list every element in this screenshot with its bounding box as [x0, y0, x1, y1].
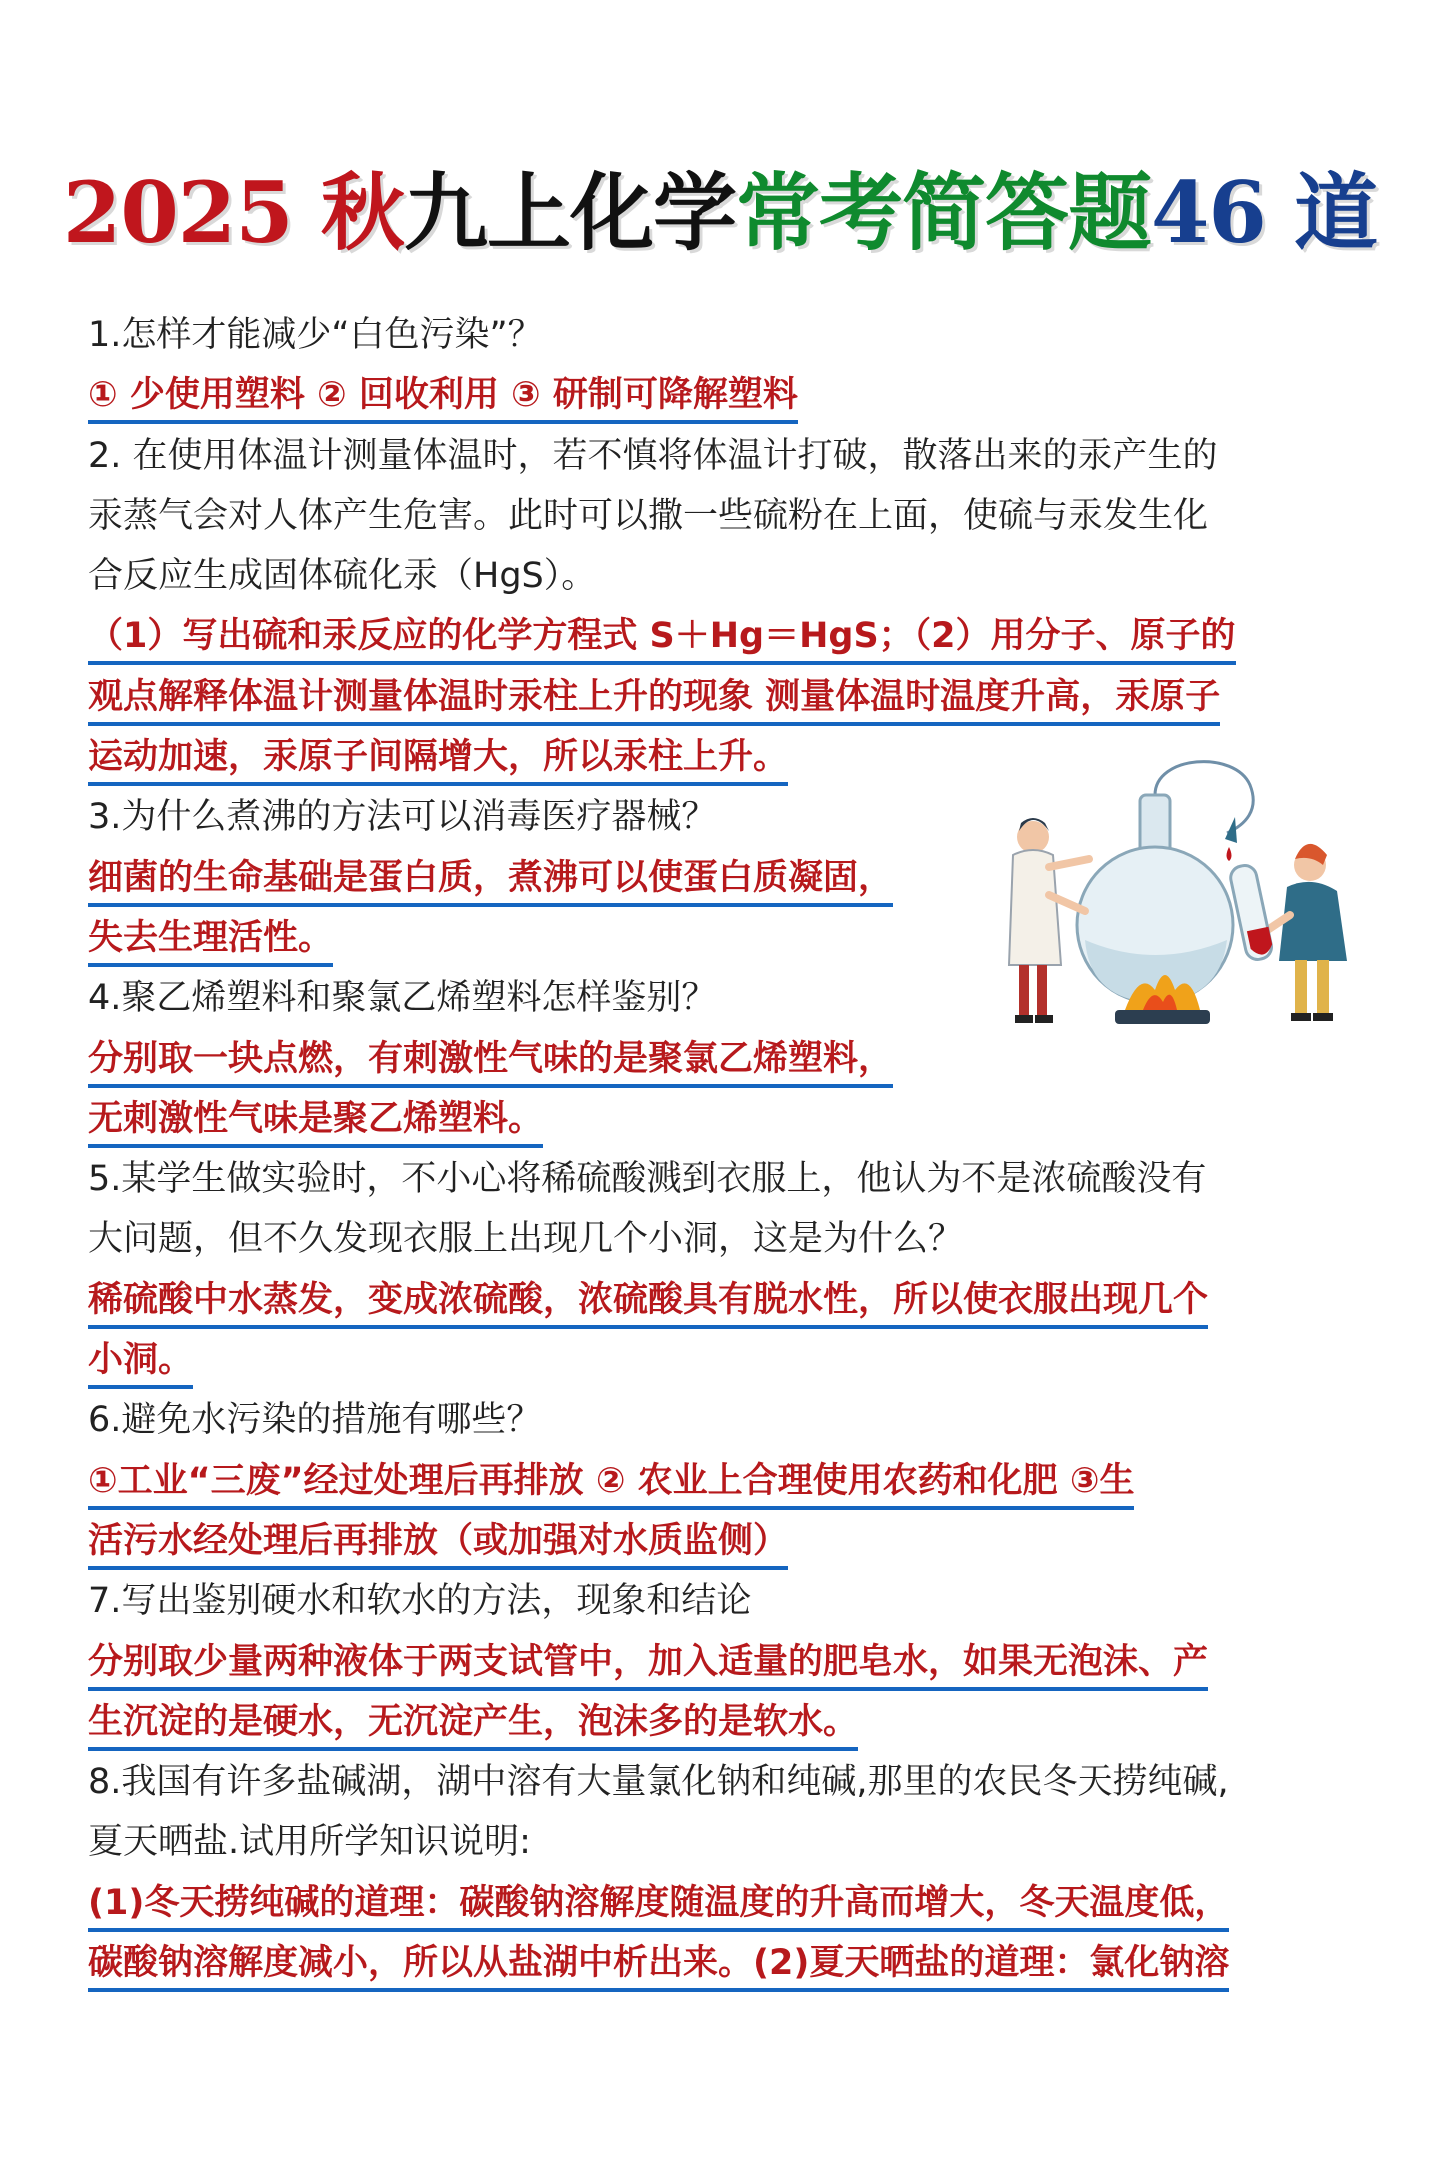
answer-line: 失去生理活性。 — [88, 908, 1358, 968]
question-line: 8.我国有许多盐碱湖，湖中溶有大量氯化钠和纯碱,那里的农民冬天捞纯碱, — [88, 1762, 1229, 1803]
question-line: 4.聚乙烯塑料和聚氯乙烯塑料怎样鉴别？ — [88, 978, 717, 1019]
question-line: 汞蒸气会对人体产生危害。此时可以撒一些硫粉在上面，使硫与汞发生化 — [88, 495, 1209, 536]
question-line: 大问题，但不久发现衣服上出现几个小洞，这是为什么？ — [88, 1219, 964, 1260]
question-line: 7.写出鉴别硬水和软水的方法，现象和结论 — [88, 1581, 752, 1622]
title-year: 2025 秋 — [62, 163, 404, 262]
question-line: 5.某学生做实验时，不小心将稀硫酸溅到衣服上，他认为不是浓硫酸没有 — [88, 1159, 1207, 1200]
question-line: 2. 在使用体温计测量体温时，若不慎将体温计打破，散落出来的汞产生的 — [88, 435, 1218, 476]
answer-line: 分别取一块点燃，有刺激性气味的是聚氯乙烯塑料， — [88, 1029, 1358, 1089]
title-topic: 常考简答题 — [735, 163, 1151, 262]
answer-line: 无刺激性气味是聚乙烯塑料。 — [88, 1089, 1358, 1149]
drop-icon — [1227, 847, 1232, 861]
page-title — [0, 158, 1440, 268]
title-subject: 九上化学 — [403, 163, 736, 262]
question-line: 合反应生成固体硫化汞（HgS）。 — [88, 556, 597, 597]
chemistry-lab-illustration — [1005, 755, 1370, 1045]
answer-line: 稀硫酸中水蒸发，变成浓硫酸，浓硫酸具有脱水性，所以使衣服出现几个 — [88, 1270, 1358, 1330]
question-line: 6.避免水污染的措施有哪些？ — [88, 1400, 542, 1441]
answer-line: ① 少使用塑料 ② 回收利用 ③ 研制可降解塑料 — [88, 365, 1358, 425]
qa-content — [88, 305, 1358, 1993]
answer-line: 运动加速，汞原子间隔增大，所以汞柱上升。 — [88, 727, 1358, 787]
answer-line: 小洞。 — [88, 1330, 1358, 1390]
answer-line: 分别取少量两种液体于两支试管中，加入适量的肥皂水，如果无泡沫、产 — [88, 1632, 1358, 1692]
student-shirt-icon — [1279, 882, 1347, 961]
question-line: 1.怎样才能减少“白色污染”？ — [88, 315, 543, 355]
answer-line: ①工业“三废”经过处理后再排放 ② 农业上合理使用农药和化肥 ③生 — [88, 1451, 1358, 1511]
tube-nozzle-icon — [1225, 817, 1237, 843]
burner-icon — [1115, 1010, 1210, 1024]
question-line: 夏天晒盐.试用所学知识说明: — [88, 1822, 531, 1863]
question-line: 3.为什么煮沸的方法可以消毒医疗器械？ — [88, 797, 717, 838]
answer-line: 细菌的生命基础是蛋白质，煮沸可以使蛋白质凝固， — [88, 848, 1358, 908]
answer-line: 活污水经处理后再排放（或加强对水质监侧） — [88, 1511, 1358, 1571]
answer-line: 生沉淀的是硬水，无沉淀产生，泡沫多的是软水。 — [88, 1692, 1358, 1752]
title-count: 46 道 — [1150, 163, 1378, 262]
answer-line: 观点解释体温计测量体温时汞柱上升的现象 测量体温时温度升高，汞原子 — [88, 667, 1358, 727]
answer-line: (1)冬天捞纯碱的道理：碳酸钠溶解度随温度的升高而增大，冬天温度低， — [88, 1873, 1358, 1933]
answer-line: （1）写出硫和汞反应的化学方程式 S＋Hg＝HgS；（2）用分子、原子的 — [88, 606, 1358, 666]
answer-line: 碳酸钠溶解度减小，所以从盐湖中析出来。(2)夏天晒盐的道理：氯化钠溶 — [88, 1933, 1358, 1993]
